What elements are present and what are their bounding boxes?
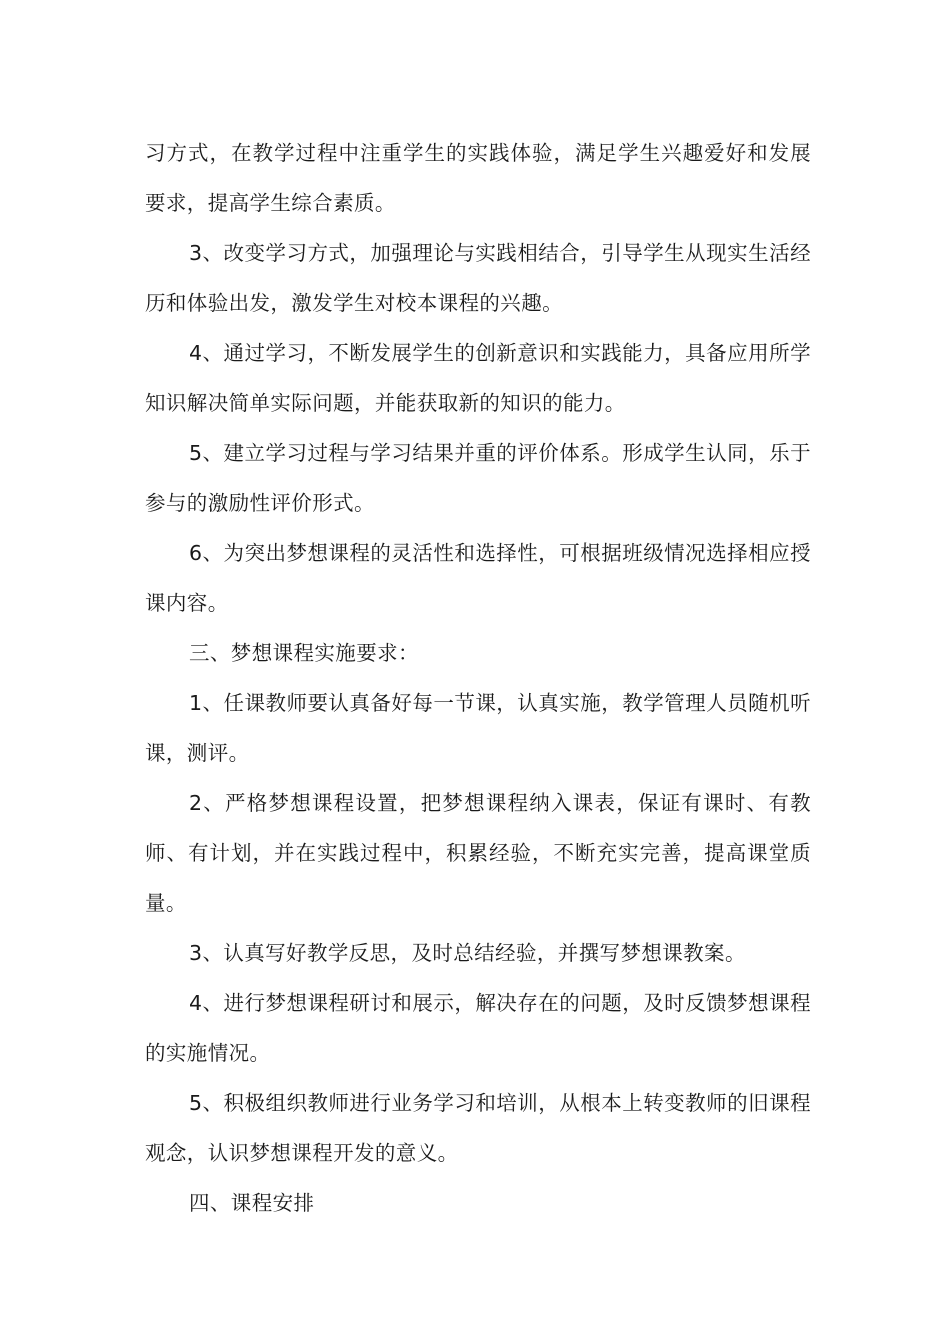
paragraph-item-5-evaluation: 5、建立学习过程与学习结果并重的评价体系。形成学生认同，乐于参与的激励性评价形式。 bbox=[145, 441, 811, 515]
paragraph-requirement-2: 2、严格梦想课程设置，把梦想课程纳入课表，保证有课时、有教师、有计划，并在实践过程中，积累经验，不断充实完善，提高课堂质量。 bbox=[145, 791, 811, 915]
paragraph-requirement-5: 5、积极组织教师进行业务学习和培训，从根本上转变教师的旧课程观念，认识梦想课程开发的意义。 bbox=[145, 1091, 811, 1165]
paragraph-requirement-4: 4、进行梦想课程研讨和展示，解决存在的问题，及时反馈梦想课程的实施情况。 bbox=[145, 991, 811, 1065]
paragraph-continuation: 习方式，在教学过程中注重学生的实践体验，满足学生兴趣爱好和发展要求，提高学生综合素质。 bbox=[145, 141, 811, 215]
paragraph-requirement-3: 3、认真写好教学反思，及时总结经验，并撰写梦想课教案。 bbox=[189, 941, 746, 965]
paragraph-item-3-learning-method: 3、改变学习方式，加强理论与实践相结合，引导学生从现实生活经历和体验出发，激发学生对校本课程的兴趣。 bbox=[145, 241, 811, 315]
paragraph-item-4-innovation: 4、通过学习，不断发展学生的创新意识和实践能力，具备应用所学知识解决简单实际问题，并能获取新的知识的能力。 bbox=[145, 341, 811, 415]
section-heading-schedule: 四、课程安排 bbox=[189, 1191, 315, 1215]
paragraph-requirement-1: 1、任课教师要认真备好每一节课，认真实施，教学管理人员随机听课，测评。 bbox=[145, 691, 811, 765]
section-heading-implementation: 三、梦想课程实施要求： bbox=[189, 641, 419, 665]
document-body bbox=[145, 128, 811, 1228]
paragraph-item-6-flexibility: 6、为突出梦想课程的灵活性和选择性，可根据班级情况选择相应授课内容。 bbox=[145, 541, 811, 615]
